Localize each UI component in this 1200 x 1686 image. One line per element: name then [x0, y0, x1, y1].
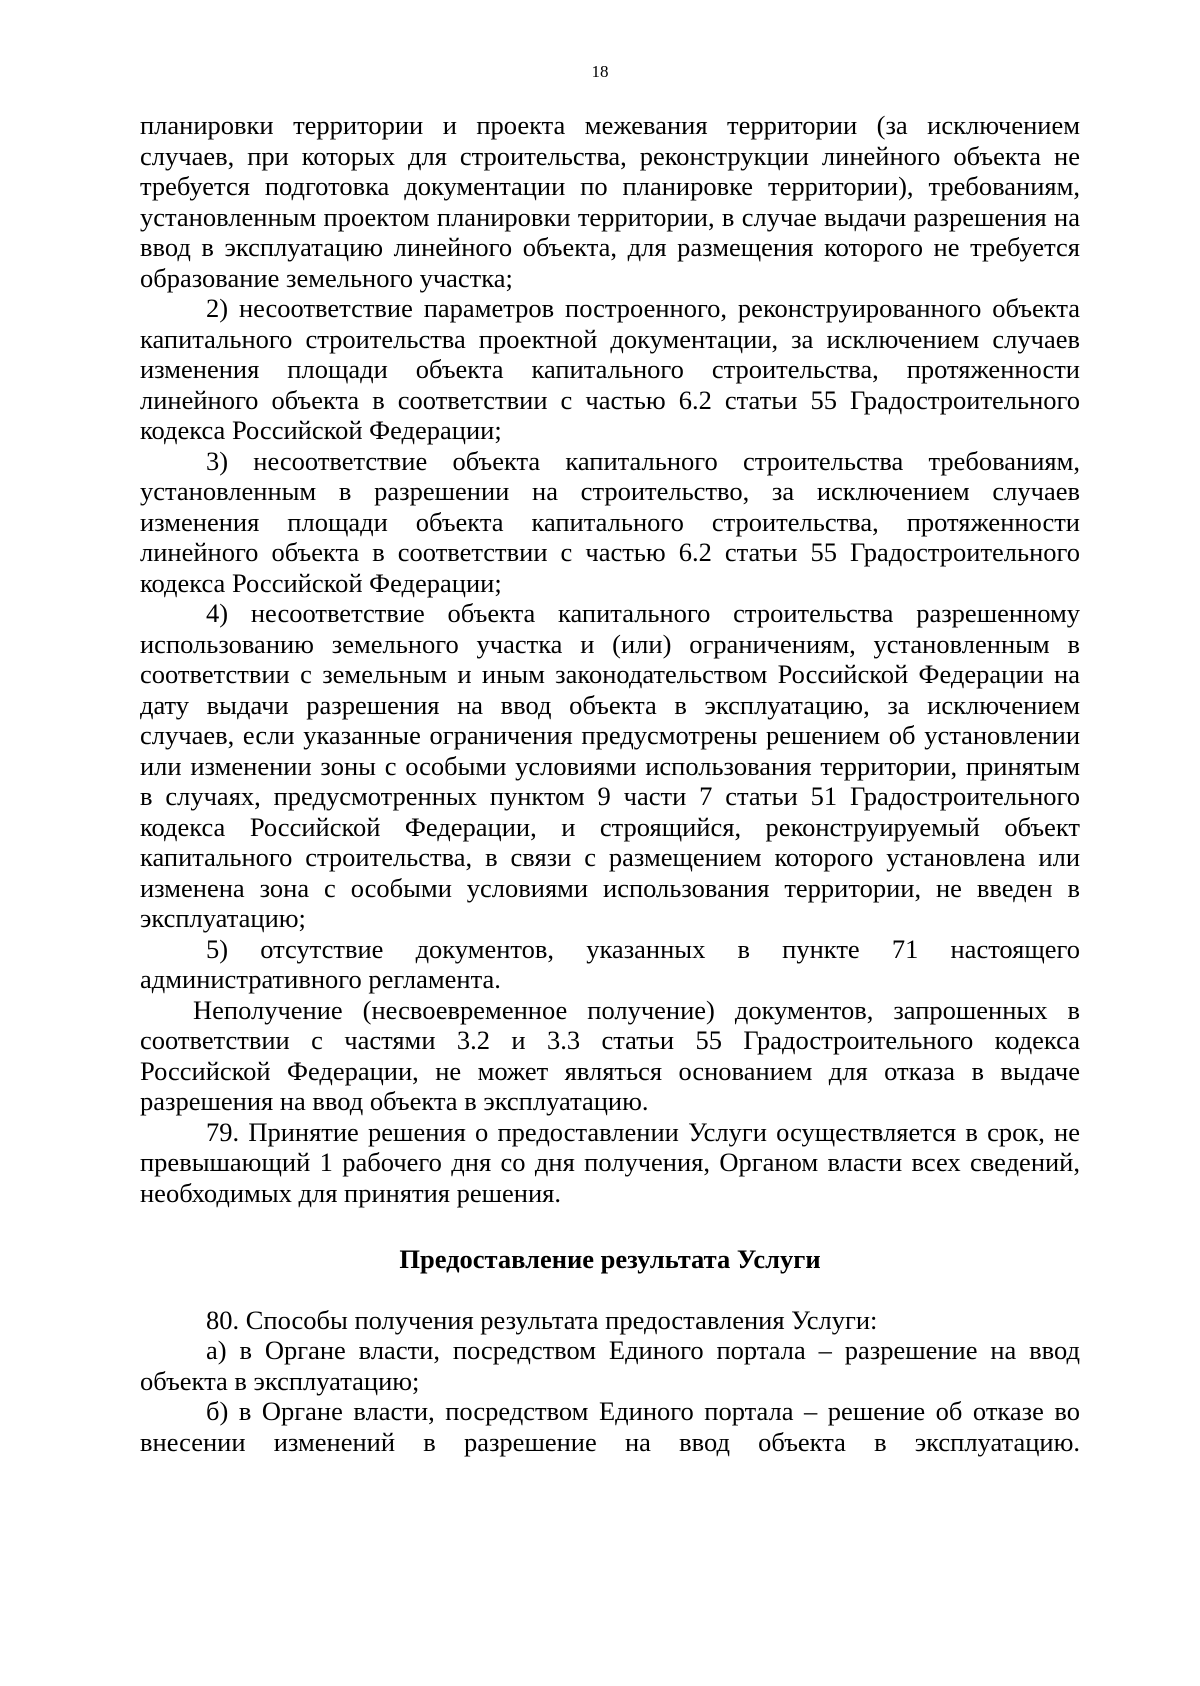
list-item-b: б) в Органе власти, посредством Единого портала – решение об отказе во внесении изменений в разрешение на ввод объекта в эксплуатацию. — [140, 1396, 1080, 1457]
list-item-5: 5) отсутствие документов, указанных в пункте 71 настоящего административного регламента. — [140, 933, 1080, 994]
paragraph-continuation: планировки территории и проекта межевания территории (за исключением случаев, при которых для строительства, реконструкции линейного объекта не требуется подготовка документации по планировке территории), требованиям, установленным проектом планировки территории, в случае выдачи разрешения на ввод в эксплуатацию линейного объекта, для размещения которого не требуется образование земельного участка; — [140, 110, 1080, 293]
list-item-3: 3) несоответствие объекта капитального строительства требованиям, установленным в разрешении на строительство, за исключением случаев изменения площади объекта капитального строительства, протяженности линейного объекта в соответствии с частью 6.2 статьи 55 Градостроительного кодекса Российской Федерации; — [140, 445, 1080, 598]
page-number: 18 — [591, 62, 609, 81]
document-body — [140, 110, 1080, 1457]
list-item-2: 2) несоответствие параметров построенного, реконструированного объекта капитального строительства проектной документации, за исключением случаев изменения площади объекта капитального строительства, протяженности линейного объекта в соответствии с частью 6.2 статьи 55 Градостроительного кодекса Российской Федерации; — [140, 293, 1080, 445]
section-heading: Предоставление результата Услуги — [399, 1244, 821, 1274]
clause-80: 80. Способы получения результата предоставления Услуги: — [206, 1304, 878, 1335]
clause-79: 79. Принятие решения о предоставлении Услуги осуществляется в срок, не превышающий 1 рабочего дня со дня получения, Органом власти всех сведений, необходимых для принятия решения. — [140, 1116, 1080, 1208]
list-item-4: 4) несоответствие объекта капитального строительства разрешенному использованию земельного участка и (или) ограничениям, установленным в соответствии с земельным и иным законодательством Российской Федерации на дату выдачи разрешения на ввод объекта в эксплуатацию, за исключением случаев, если указанные ограничения предусмотрены решением об установлении или изменении зоны с особыми условиями использования территории, принятым в случаях, предусмотренных пунктом 9 части 7 статьи 51 Градостроительного кодекса Российской Федерации, и строящийся, реконструируемый объект капитального строительства, в связи с размещением которого установлена или изменена зона с особыми условиями использования территории, не введен в эксплуатацию; — [140, 598, 1080, 933]
list-item-a: а) в Органе власти, посредством Единого портала – разрешение на ввод объекта в эксплуатацию; — [140, 1335, 1080, 1396]
paragraph-non-receipt: Неполучение (несвоевременное получение) документов, запрошенных в соответствии с частями 3.2 и 3.3 статьи 55 Градостроительного кодекса Российской Федерации, не может являться основанием для отказа в выдаче разрешения на ввод объекта в эксплуатацию. — [140, 994, 1080, 1116]
